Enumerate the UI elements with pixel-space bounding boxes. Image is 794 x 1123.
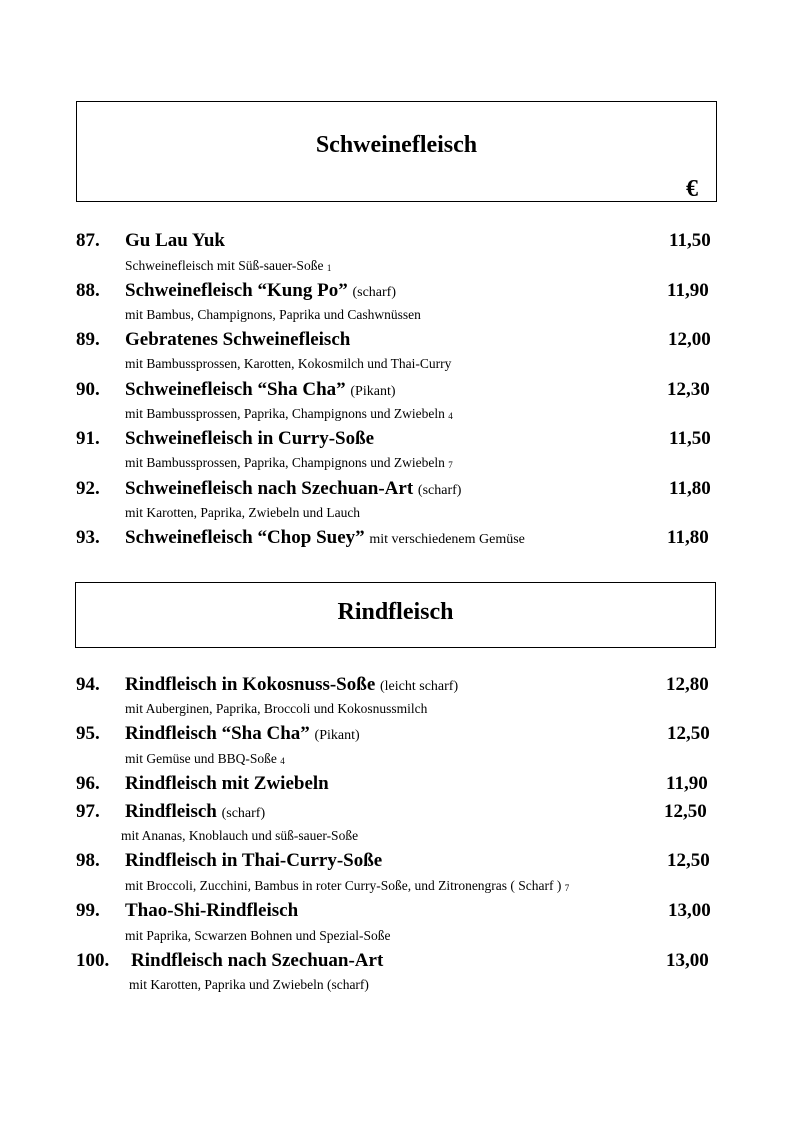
item-name-text: Gebratenes Schweinefleisch bbox=[125, 329, 351, 350]
additive-reference: 1 bbox=[326, 263, 332, 273]
menu-item bbox=[0, 850, 794, 874]
item-name-text: Schweinefleisch “Sha Cha” bbox=[125, 379, 346, 400]
menu-item bbox=[0, 230, 794, 254]
item-price: 11,90 bbox=[666, 773, 708, 794]
menu-item bbox=[0, 801, 794, 825]
item-price: 12,50 bbox=[664, 801, 707, 822]
item-description-text: mit Bambussprossen, Paprika, Champignons und Zwiebeln bbox=[125, 406, 445, 421]
section-title-pork: Schweinefleisch bbox=[315, 132, 478, 158]
item-description-text: mit Gemüse und BBQ-Soße bbox=[125, 751, 277, 766]
item-name bbox=[125, 900, 298, 922]
menu-item bbox=[0, 723, 794, 747]
additive-reference: 7 bbox=[448, 460, 453, 470]
menu-item bbox=[0, 428, 794, 452]
item-price: 11,80 bbox=[667, 527, 709, 548]
item-description bbox=[129, 977, 369, 993]
item-number: 88. bbox=[76, 280, 100, 301]
item-description-text: mit Ananas, Knoblauch und süß-sauer-Soße bbox=[121, 828, 359, 843]
item-price: 13,00 bbox=[668, 900, 711, 921]
item-number: 89. bbox=[76, 329, 100, 350]
item-number: 91. bbox=[76, 428, 100, 449]
currency-symbol: € bbox=[686, 176, 698, 202]
item-description-text: mit Broccoli, Zucchini, Bambus in roter Curry-Soße, und Zitronengras ( Scharf ) bbox=[125, 878, 562, 893]
menu-item bbox=[0, 773, 794, 797]
item-price: 13,00 bbox=[666, 950, 709, 971]
item-description-text: Schweinefleisch mit Süß-sauer-Soße bbox=[125, 258, 324, 273]
menu-item bbox=[0, 950, 794, 974]
item-number: 87. bbox=[76, 230, 100, 251]
menu-item bbox=[0, 280, 794, 304]
item-name-text: Rindfleisch in Thai-Curry-Soße bbox=[125, 850, 383, 871]
item-note: (scharf) bbox=[352, 285, 397, 300]
item-number: 95. bbox=[76, 723, 100, 744]
item-name bbox=[131, 950, 383, 972]
item-name-text: Rindfleisch mit Zwiebeln bbox=[125, 773, 329, 794]
item-price: 12,50 bbox=[667, 850, 710, 871]
item-description bbox=[125, 356, 451, 372]
item-number: 98. bbox=[76, 850, 100, 871]
item-number: 93. bbox=[76, 527, 100, 548]
item-description-text: mit Bambussprossen, Paprika, Champignons und Zwiebeln bbox=[125, 455, 445, 470]
item-name-text: Rindfleisch “Sha Cha” bbox=[125, 723, 310, 744]
item-description-text: mit Bambus, Champignons, Paprika und Cashwnüssen bbox=[125, 307, 421, 322]
item-note: (Pikant) bbox=[350, 384, 396, 399]
item-name bbox=[125, 329, 350, 351]
item-note: (leicht scharf) bbox=[380, 679, 459, 694]
item-price: 12,30 bbox=[667, 379, 710, 400]
item-name-text: Gu Lau Yuk bbox=[125, 230, 225, 251]
item-description bbox=[125, 928, 390, 944]
item-name-text: Schweinefleisch in Curry-Soße bbox=[125, 428, 375, 449]
item-name-text: Rindfleisch in Kokosnuss-Soße bbox=[125, 674, 376, 695]
section-header-beef bbox=[75, 582, 716, 648]
item-name bbox=[125, 850, 382, 872]
item-name bbox=[125, 280, 396, 302]
item-price: 12,80 bbox=[666, 674, 709, 695]
item-description bbox=[125, 258, 331, 274]
item-price: 11,50 bbox=[669, 428, 711, 449]
item-name-text: Rindfleisch bbox=[125, 801, 217, 822]
item-number: 94. bbox=[76, 674, 100, 695]
item-description bbox=[125, 701, 427, 717]
item-name bbox=[125, 230, 225, 252]
section-header-pork bbox=[76, 101, 717, 202]
item-name bbox=[125, 527, 525, 549]
item-name-text: Schweinefleisch “Chop Suey” bbox=[125, 527, 365, 548]
item-description bbox=[125, 878, 569, 894]
item-name bbox=[125, 773, 329, 795]
item-description bbox=[121, 828, 358, 844]
additive-reference: 4 bbox=[280, 756, 285, 766]
item-note: (scharf) bbox=[417, 483, 462, 498]
item-description-text: mit Auberginen, Paprika, Broccoli und Kokosnussmilch bbox=[125, 701, 428, 716]
item-number: 99. bbox=[76, 900, 100, 921]
item-name-text: Schweinefleisch nach Szechuan-Art bbox=[125, 478, 414, 499]
item-description bbox=[125, 406, 453, 422]
additive-reference: 4 bbox=[448, 411, 453, 421]
item-description-text: mit Karotten, Paprika und Zwiebeln (scharf) bbox=[129, 977, 369, 992]
item-name bbox=[125, 379, 396, 401]
item-name bbox=[125, 674, 458, 696]
menu-item bbox=[0, 329, 794, 353]
menu-item bbox=[0, 674, 794, 698]
item-number: 92. bbox=[76, 478, 100, 499]
item-name-text: Schweinefleisch “Kung Po” bbox=[125, 280, 348, 301]
item-name-text: Rindfleisch nach Szechuan-Art bbox=[131, 950, 384, 971]
item-name bbox=[125, 478, 461, 500]
section-title-beef: Rindfleisch bbox=[337, 599, 454, 625]
item-name-text: Thao-Shi-Rindfleisch bbox=[125, 900, 299, 921]
item-price: 12,50 bbox=[667, 723, 710, 744]
additive-reference: 7 bbox=[564, 883, 570, 893]
item-name bbox=[125, 428, 374, 450]
item-number: 100. bbox=[76, 950, 110, 971]
menu-item bbox=[0, 478, 794, 502]
item-description bbox=[125, 505, 360, 521]
item-price: 11,50 bbox=[669, 230, 711, 251]
item-note: mit verschiedenem Gemüse bbox=[369, 532, 525, 547]
menu-item bbox=[0, 527, 794, 551]
item-number: 97. bbox=[76, 801, 100, 822]
item-note: (scharf) bbox=[221, 806, 266, 821]
item-number: 96. bbox=[76, 773, 100, 794]
item-description bbox=[125, 307, 421, 323]
item-price: 12,00 bbox=[668, 329, 711, 350]
item-name bbox=[125, 723, 360, 745]
item-number: 90. bbox=[76, 379, 100, 400]
item-description-text: mit Bambussprossen, Karotten, Kokosmilch und Thai-Curry bbox=[125, 356, 452, 371]
item-description-text: mit Karotten, Paprika, Zwiebeln und Lauch bbox=[125, 505, 361, 520]
item-name bbox=[125, 801, 265, 823]
item-price: 11,80 bbox=[669, 478, 711, 499]
item-description bbox=[125, 455, 453, 471]
item-price: 11,90 bbox=[667, 280, 709, 301]
menu-item bbox=[0, 379, 794, 403]
item-description-text: mit Paprika, Scwarzen Bohnen und Spezial-Soße bbox=[125, 928, 391, 943]
item-note: (Pikant) bbox=[314, 728, 360, 743]
menu-item bbox=[0, 900, 794, 924]
item-description bbox=[125, 751, 285, 767]
